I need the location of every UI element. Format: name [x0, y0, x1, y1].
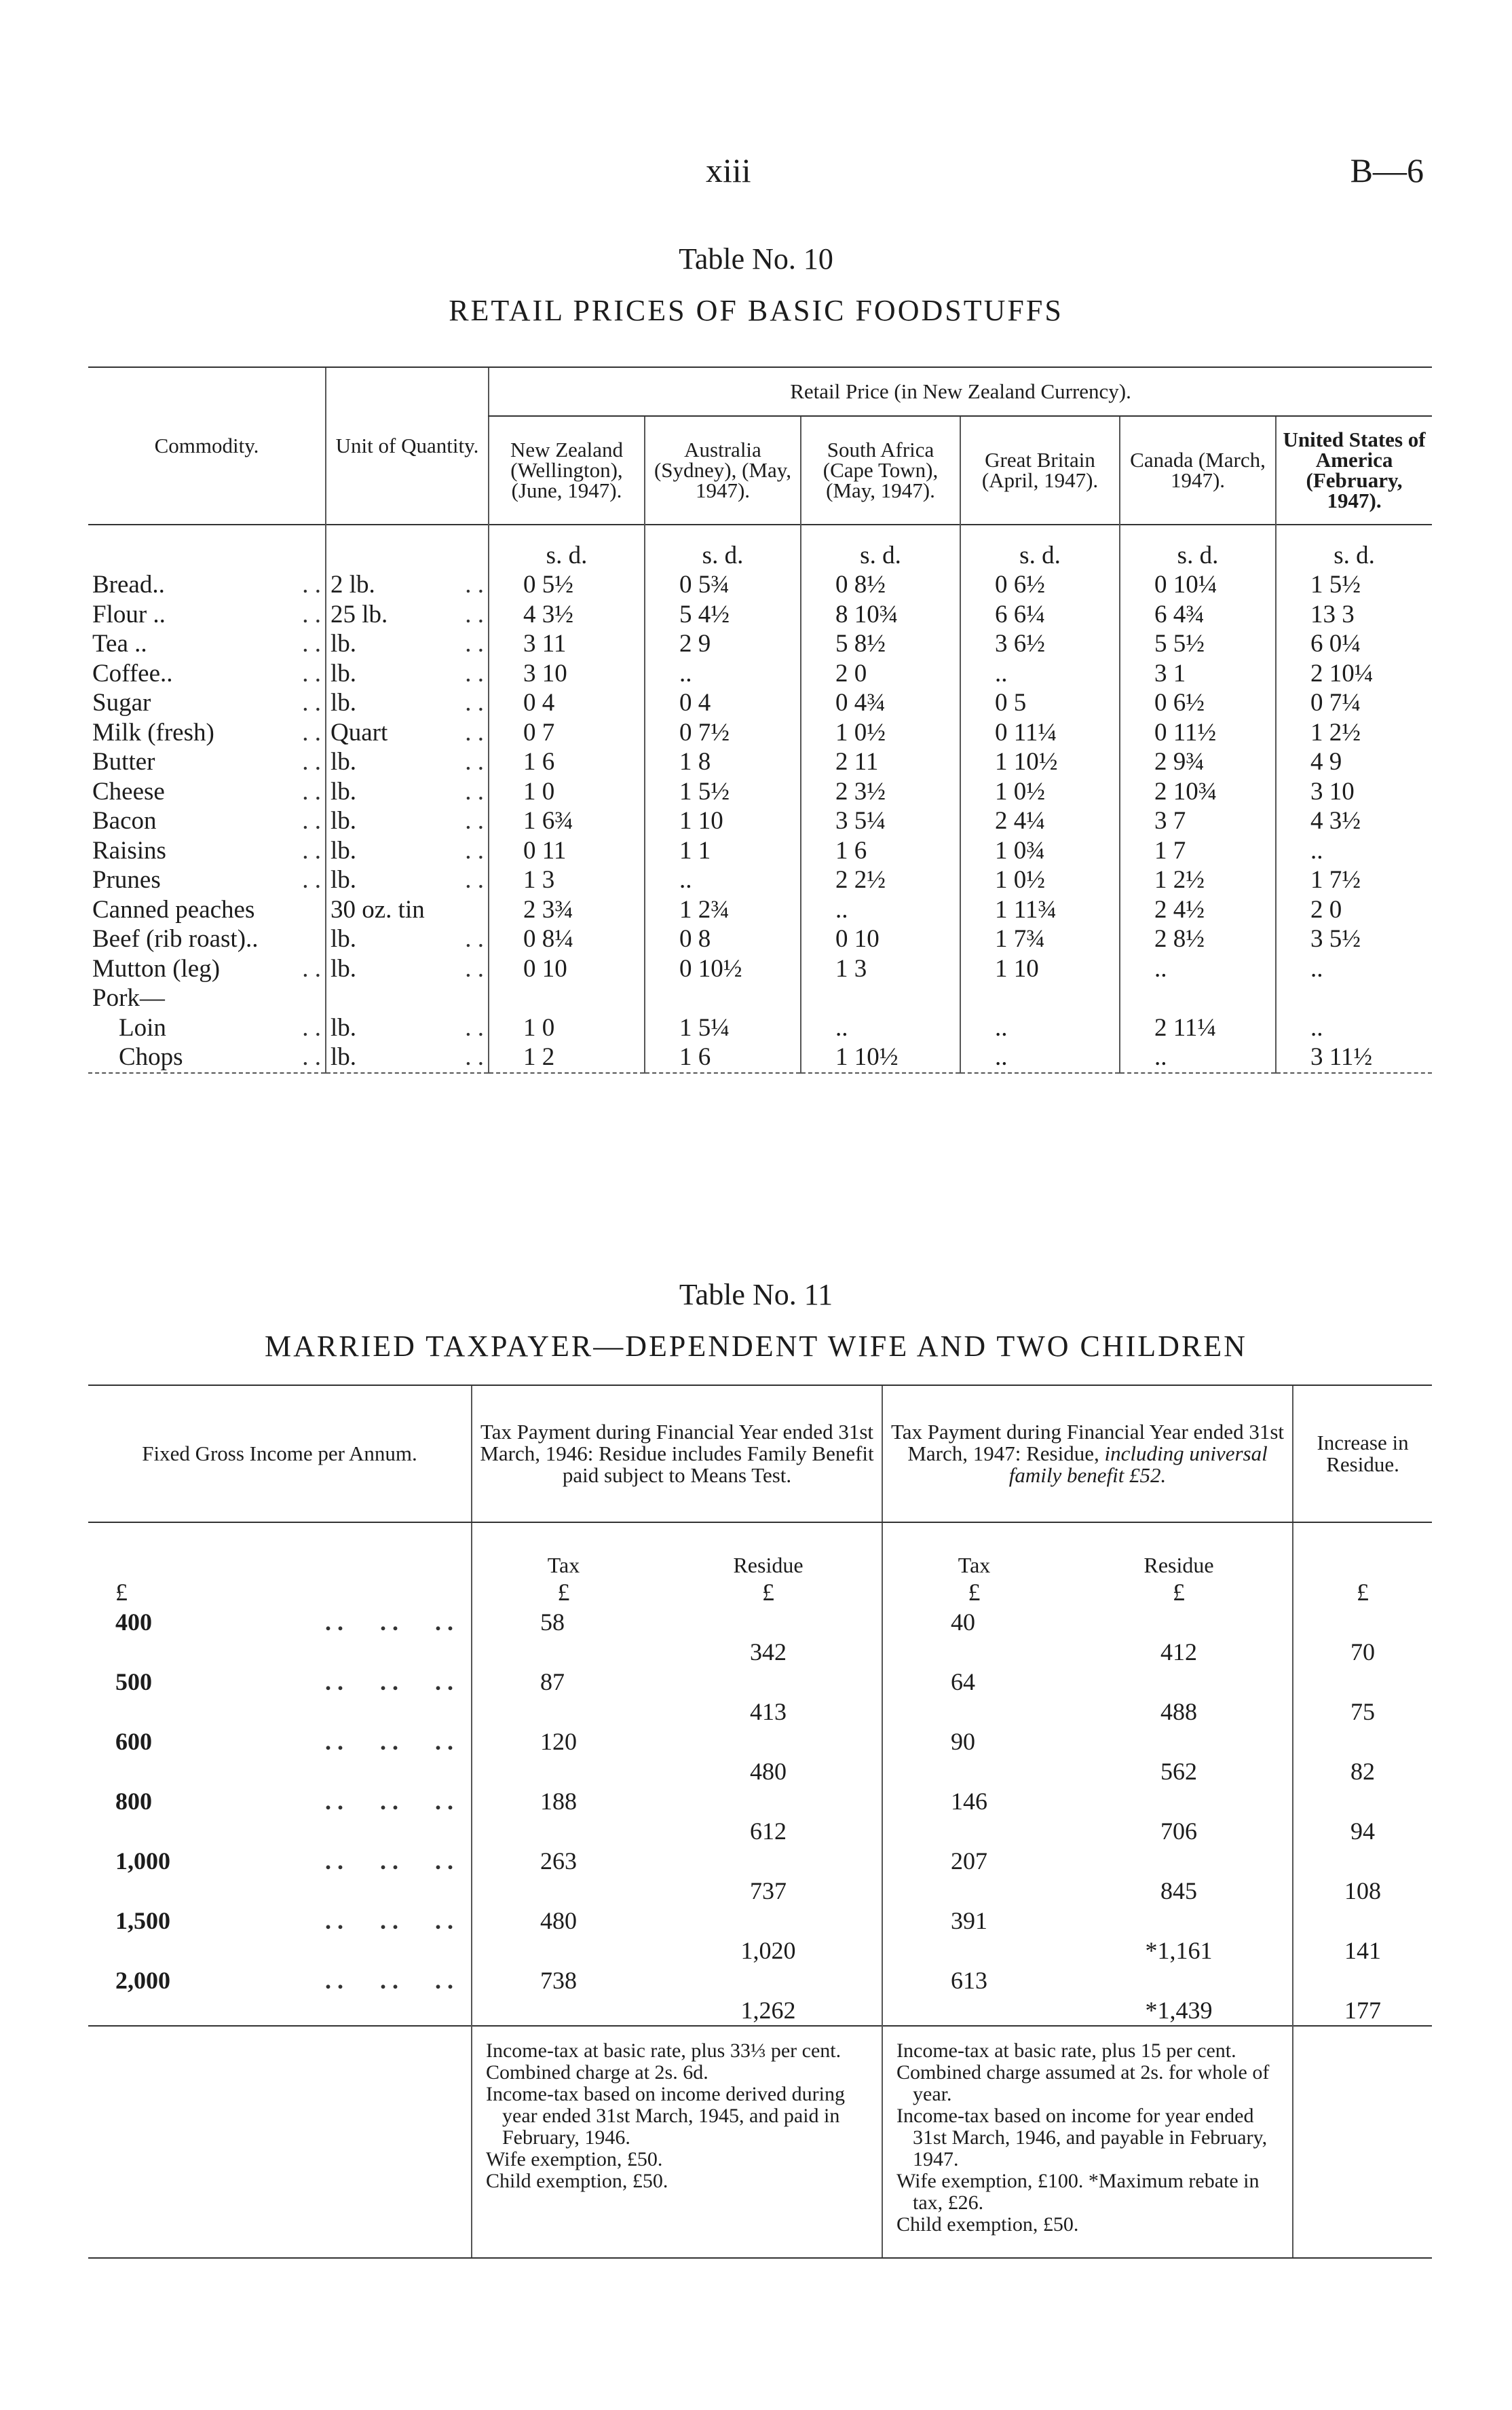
residue-1946-cell: 413: [750, 1698, 787, 1725]
price-row: [88, 836, 1432, 866]
price-cell: 3 10: [1276, 777, 1432, 807]
price-cell: 0 8: [645, 924, 801, 954]
country-gb-header: Great Britain (April, 1947).: [960, 416, 1120, 525]
price-cell: 0 10: [801, 924, 960, 954]
price-cell: 0 8½: [801, 570, 960, 600]
price-cell: 8 10¾: [801, 600, 960, 630]
price-row: [88, 924, 1432, 954]
price-row: [88, 954, 1432, 984]
price-row: [88, 1042, 1432, 1073]
residue-row: [88, 1697, 1432, 1727]
note-line: Wife exemption, £100. *Maximum rebate in tax, £26.: [896, 2170, 1260, 2214]
price-row: [88, 718, 1432, 748]
price-cell: [801, 983, 960, 1013]
commodity-cell: Pork—: [92, 984, 165, 1012]
price-cell: 2 9: [645, 629, 801, 659]
price-cell: 1 10: [960, 954, 1120, 984]
tax-1947-cell: 64: [882, 1667, 1065, 1697]
price-cell: 1 5½: [645, 777, 801, 807]
residue-1946-cell: 1,262: [740, 1997, 796, 2024]
tax-1947-cell: 146: [882, 1786, 1065, 1816]
unit-cell: Quart . .: [326, 718, 489, 748]
residue-1947-cell: 845: [1160, 1877, 1198, 1904]
price-row: [88, 747, 1432, 777]
commodity-cell: Mutton (leg) . .: [92, 954, 321, 983]
price-cell: 2 3½: [801, 777, 960, 807]
income-cell: 1,000 . . . . . .: [115, 1847, 453, 1875]
commodity-cell: Cheese . .: [92, 777, 321, 806]
price-cell: 0 7¼: [1276, 688, 1432, 718]
tax-1946-cell: 58: [472, 1607, 655, 1637]
price-cell: 0 4¾: [801, 688, 960, 718]
income-cell: 800 . . . . . .: [115, 1788, 453, 1815]
table10-title: Table No. 10: [679, 242, 833, 276]
commodity-header: Commodity.: [88, 367, 326, 525]
price-cell: 4 3½: [489, 600, 645, 630]
price-cell: 6 4¾: [1120, 600, 1276, 630]
price-cell: ..: [1120, 954, 1276, 984]
price-row: [88, 895, 1432, 925]
note-line: Wife exemption, £50.: [486, 2148, 663, 2170]
income-cell: 2,000 . . . . . .: [115, 1967, 453, 1994]
price-cell: ..: [1276, 836, 1432, 866]
sd-label: s. d.: [1120, 525, 1276, 570]
country-au-header: Australia (Sydney), (May, 1947).: [645, 416, 801, 525]
table10-sd-row: [88, 525, 1432, 570]
sd-label: s. d.: [645, 525, 801, 570]
price-cell: [489, 983, 645, 1013]
price-cell: 1 5¼: [645, 1013, 801, 1043]
unit-cell: lb. . .: [326, 865, 489, 895]
notes-1947: [882, 2026, 1293, 2258]
tax-1946-cell: 87: [472, 1667, 655, 1697]
country-ca-header: Canada (March, 1947).: [1120, 416, 1276, 525]
price-cell: ..: [645, 659, 801, 689]
country-za-header: South Africa (Cape Town), (May, 1947).: [801, 416, 960, 525]
table11-body: [88, 1607, 1432, 2026]
residue-label: Residue: [1144, 1553, 1214, 1577]
price-cell: 2 11: [801, 747, 960, 777]
tax-1947-cell: 391: [882, 1906, 1065, 1936]
page-number: xiii: [706, 151, 751, 189]
price-row: [88, 983, 1432, 1013]
unit-cell: lb. . .: [326, 806, 489, 836]
commodity-cell: Sugar . .: [92, 689, 321, 717]
price-cell: ..: [1276, 1013, 1432, 1043]
income-row: [88, 1906, 1432, 1936]
pound-label: £: [1173, 1579, 1186, 1606]
residue-label: Residue: [733, 1553, 804, 1577]
price-cell: 1 3: [489, 865, 645, 895]
unit-cell: lb. . .: [326, 747, 489, 777]
commodity-cell: Flour .. . .: [92, 600, 321, 628]
note-line: Income-tax based on income derived during year ended 31st March, 1945, and paid in February, 1946.: [486, 2083, 845, 2149]
price-cell: 0 5: [960, 688, 1120, 718]
sd-label: s. d.: [960, 525, 1120, 570]
price-cell: 1 0½: [960, 777, 1120, 807]
unit-cell: lb. . .: [326, 688, 489, 718]
commodity-cell: Chops . .: [88, 1042, 326, 1073]
table11-notes-row: [88, 2026, 1432, 2258]
price-cell: 1 0: [489, 777, 645, 807]
price-cell: 1 6: [801, 836, 960, 866]
price-cell: 2 8½: [1120, 924, 1276, 954]
commodity-cell: Butter . .: [92, 748, 321, 776]
price-cell: 2 10¼: [1276, 659, 1432, 689]
price-cell: 1 2½: [1276, 718, 1432, 748]
price-cell: 2 9¾: [1120, 747, 1276, 777]
price-row: [88, 1013, 1432, 1043]
unit-cell: [326, 983, 489, 1013]
price-cell: 3 7: [1120, 806, 1276, 836]
price-cell: 1 3: [801, 954, 960, 984]
price-cell: ..: [960, 1013, 1120, 1043]
retail-price-header: Retail Price (in New Zealand Currency).: [489, 367, 1432, 416]
sd-label: s. d.: [489, 525, 645, 570]
commodity-cell: Milk (fresh) . .: [92, 718, 321, 747]
commodity-cell: Tea .. . .: [92, 630, 321, 658]
tax-1946-cell: 188: [472, 1786, 655, 1816]
residue-1947-cell: *1,439: [1145, 1997, 1213, 2024]
income-header: Fixed Gross Income per Annum.: [88, 1385, 472, 1522]
tax-1946-cell: 480: [472, 1906, 655, 1936]
price-cell: 0 5½: [489, 570, 645, 600]
unit-cell: lb. . .: [326, 1013, 489, 1043]
price-cell: [1276, 983, 1432, 1013]
residue-row: [88, 1816, 1432, 1846]
pound-label: £: [882, 1577, 1065, 1607]
price-cell: 3 6½: [960, 629, 1120, 659]
tax-1946-cell: 120: [472, 1727, 655, 1756]
price-cell: 3 1: [1120, 659, 1276, 689]
table11-title: Table No. 11: [679, 1278, 833, 1311]
increase-cell: 141: [1293, 1936, 1432, 1965]
income-row: [88, 1846, 1432, 1876]
pound-label: £: [115, 1579, 128, 1606]
price-row: [88, 659, 1432, 689]
price-cell: 0 4: [489, 688, 645, 718]
income-cell: 500 . . . . . .: [115, 1668, 453, 1695]
sd-label: s. d.: [801, 525, 960, 570]
price-cell: 1 7¾: [960, 924, 1120, 954]
price-row: [88, 806, 1432, 836]
price-cell: 3 10: [489, 659, 645, 689]
price-cell: 0 5¾: [645, 570, 801, 600]
price-cell: 3 11½: [1276, 1042, 1432, 1073]
residue-1946-cell: 342: [750, 1638, 787, 1665]
commodity-cell: Raisins . .: [92, 836, 321, 865]
price-row: [88, 865, 1432, 895]
residue-row: [88, 1936, 1432, 1965]
residue-row: [88, 1637, 1432, 1667]
price-cell: 0 10¼: [1120, 570, 1276, 600]
price-cell: 2 4½: [1120, 895, 1276, 925]
price-cell: 3 11: [489, 629, 645, 659]
residue-1947-cell: 488: [1160, 1698, 1198, 1725]
unit-cell: 30 oz. tin: [326, 895, 489, 925]
year1947-header: Tax Payment during Financial Year ended 31st March, 1947: Residue, including universal family benefit £52.: [882, 1385, 1293, 1522]
price-cell: 1 1: [645, 836, 801, 866]
price-cell: 0 6½: [960, 570, 1120, 600]
residue-1947-cell: 562: [1160, 1758, 1198, 1785]
note-line: Child exemption, £50.: [486, 2170, 668, 2192]
price-cell: 0 11¼: [960, 718, 1120, 748]
unit-cell: lb. . .: [326, 777, 489, 807]
price-cell: 3 5¼: [801, 806, 960, 836]
income-cell: 400 . . . . . .: [115, 1608, 453, 1636]
price-cell: 2 0: [1276, 895, 1432, 925]
residue-1946-cell: 612: [750, 1818, 787, 1845]
income-row: [88, 1727, 1432, 1756]
price-row: [88, 570, 1432, 600]
unit-cell: 25 lb. . .: [326, 600, 489, 630]
unit-cell: lb. . .: [326, 1042, 489, 1073]
retail-prices-table: [88, 366, 1432, 1074]
price-cell: 5 8½: [801, 629, 960, 659]
price-cell: 2 4¼: [960, 806, 1120, 836]
tax-1947-cell: 207: [882, 1846, 1065, 1876]
table10-header-row: [88, 367, 1432, 416]
residue-row: [88, 1876, 1432, 1906]
commodity-cell: Bacon . .: [92, 807, 321, 835]
price-cell: 0 11½: [1120, 718, 1276, 748]
price-cell: 1 11¾: [960, 895, 1120, 925]
price-cell: 2 0: [801, 659, 960, 689]
unit-cell: lb. . .: [326, 924, 489, 954]
price-cell: 1 2¾: [645, 895, 801, 925]
increase-cell: 108: [1293, 1876, 1432, 1906]
unit-cell: lb. . .: [326, 629, 489, 659]
income-row: [88, 1786, 1432, 1816]
unit-cell: 2 lb. . .: [326, 570, 489, 600]
price-cell: [1120, 983, 1276, 1013]
price-cell: ..: [1276, 954, 1432, 984]
unit-header: Unit of Quantity.: [326, 367, 489, 525]
price-cell: 5 4½: [645, 600, 801, 630]
price-row: [88, 688, 1432, 718]
price-cell: 1 5½: [1276, 570, 1432, 600]
income-cell: 1,500 . . . . . .: [115, 1907, 453, 1934]
table10-subtitle: RETAIL PRICES OF BASIC FOODSTUFFS: [449, 294, 1063, 327]
increase-cell: 94: [1293, 1816, 1432, 1846]
increase-header: Increase in Residue.: [1293, 1385, 1432, 1522]
price-cell: 1 7: [1120, 836, 1276, 866]
country-nz-header: New Zealand (Wellington), (June, 1947).: [489, 416, 645, 525]
price-cell: 1 2: [489, 1042, 645, 1073]
table11-header-row: [88, 1385, 1432, 1522]
note-line: Income-tax at basic rate, plus 15 per cent.: [896, 2039, 1236, 2062]
tax-1947-cell: 90: [882, 1727, 1065, 1756]
price-cell: 2 11¼: [1120, 1013, 1276, 1043]
tax-1947-cell: 40: [882, 1607, 1065, 1637]
price-cell: 1 0½: [801, 718, 960, 748]
unit-cell: lb. . .: [326, 954, 489, 984]
increase-cell: 70: [1293, 1637, 1432, 1667]
tax-1947-cell: 613: [882, 1965, 1065, 1995]
price-cell: 1 10: [645, 806, 801, 836]
price-cell: ..: [960, 659, 1120, 689]
note-line: Combined charge at 2s. 6d.: [486, 2061, 708, 2084]
increase-cell: 75: [1293, 1697, 1432, 1727]
income-row: [88, 1667, 1432, 1697]
price-cell: 0 8¼: [489, 924, 645, 954]
commodity-cell: Loin . .: [119, 1013, 321, 1042]
residue-1946-cell: 480: [750, 1758, 787, 1785]
page-reference: B—6: [1350, 151, 1424, 189]
residue-1947-cell: 706: [1160, 1818, 1198, 1845]
tax-label: Tax: [882, 1522, 1065, 1577]
increase-cell: 82: [1293, 1756, 1432, 1786]
pound-label: £: [762, 1579, 774, 1606]
commodity-cell: Prunes . .: [92, 866, 321, 894]
price-cell: ..: [801, 895, 960, 925]
price-cell: ..: [645, 865, 801, 895]
price-cell: 3 5½: [1276, 924, 1432, 954]
price-cell: 0 4: [645, 688, 801, 718]
table11-pound-row: [88, 1577, 1432, 1607]
price-cell: 4 3½: [1276, 806, 1432, 836]
price-cell: 1 0¾: [960, 836, 1120, 866]
residue-1946-cell: 1,020: [740, 1937, 796, 1964]
tax-1946-cell: 263: [472, 1846, 655, 1876]
price-cell: ..: [1120, 1042, 1276, 1073]
country-us-header: United States of America (February, 1947).: [1276, 416, 1432, 525]
price-row: [88, 600, 1432, 630]
residue-1946-cell: 737: [750, 1877, 787, 1904]
tax-label: Tax: [472, 1522, 655, 1577]
residue-row: [88, 1995, 1432, 2026]
increase-cell: 177: [1293, 1995, 1432, 2026]
price-cell: 13 3: [1276, 600, 1432, 630]
price-cell: 0 10½: [645, 954, 801, 984]
price-cell: 1 10½: [960, 747, 1120, 777]
price-cell: 0 7½: [645, 718, 801, 748]
tax-1946-cell: 738: [472, 1965, 655, 1995]
residue-row: [88, 1756, 1432, 1786]
price-cell: 1 10½: [801, 1042, 960, 1073]
commodity-cell: Beef (rib roast)..: [92, 925, 259, 953]
price-cell: 5 5½: [1120, 629, 1276, 659]
price-cell: 1 0: [489, 1013, 645, 1043]
taxpayer-table: [88, 1385, 1432, 2259]
price-cell: 2 3¾: [489, 895, 645, 925]
unit-cell: lb. . .: [326, 659, 489, 689]
pound-label: £: [472, 1577, 655, 1607]
price-cell: 0 7: [489, 718, 645, 748]
price-row: [88, 629, 1432, 659]
note-line: Child exemption, £50.: [896, 2213, 1079, 2236]
commodity-cell: Coffee.. . .: [92, 659, 321, 688]
price-cell: ..: [801, 1013, 960, 1043]
year1946-header: Tax Payment during Financial Year ended 31st March, 1946: Residue includes Family Benefit paid subject to Means Test.: [472, 1385, 882, 1522]
price-cell: 1 2½: [1120, 865, 1276, 895]
income-row: [88, 1607, 1432, 1637]
price-cell: 0 10: [489, 954, 645, 984]
table10-body: [88, 570, 1432, 1073]
commodity-cell: Canned peaches: [92, 895, 255, 924]
note-line: Income-tax at basic rate, plus 33⅓ per cent.: [486, 2039, 842, 2062]
price-cell: 6 6¼: [960, 600, 1120, 630]
table11-subheader-row: [88, 1522, 1432, 1577]
table11-subtitle: MARRIED TAXPAYER—DEPENDENT WIFE AND TWO CHILDREN: [265, 1330, 1247, 1363]
price-cell: ..: [960, 1042, 1120, 1073]
notes-1946: [472, 2026, 882, 2258]
commodity-cell: Bread.. . .: [92, 571, 321, 599]
unit-cell: lb. . .: [326, 836, 489, 866]
price-cell: 4 9: [1276, 747, 1432, 777]
price-cell: [960, 983, 1120, 1013]
price-cell: 0 6½: [1120, 688, 1276, 718]
price-cell: 1 6: [645, 1042, 801, 1073]
income-row: [88, 1965, 1432, 1995]
price-cell: 1 8: [645, 747, 801, 777]
pound-label: £: [1293, 1577, 1432, 1607]
sd-label: s. d.: [1276, 525, 1432, 570]
residue-1947-cell: *1,161: [1145, 1937, 1213, 1964]
residue-1947-cell: 412: [1160, 1638, 1198, 1665]
price-cell: 2 2½: [801, 865, 960, 895]
price-cell: 1 6¾: [489, 806, 645, 836]
price-cell: 1 6: [489, 747, 645, 777]
note-line: Combined charge assumed at 2s. for whole of year.: [896, 2061, 1270, 2105]
price-row: [88, 777, 1432, 807]
price-cell: 0 11: [489, 836, 645, 866]
price-cell: 1 0½: [960, 865, 1120, 895]
price-cell: [645, 983, 801, 1013]
price-cell: 1 7½: [1276, 865, 1432, 895]
income-cell: 600 . . . . . .: [115, 1728, 453, 1755]
price-cell: 2 10¾: [1120, 777, 1276, 807]
note-line: Income-tax based on income for year ended 31st March, 1946, and payable in February, 1947.: [896, 2105, 1268, 2170]
price-cell: 6 0¼: [1276, 629, 1432, 659]
